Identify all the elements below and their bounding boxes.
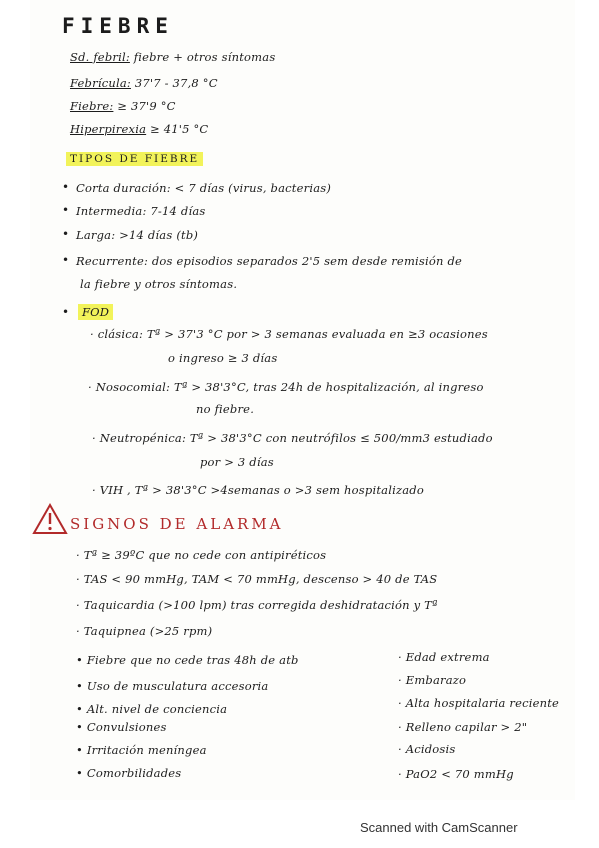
warning-triangle-icon [32, 503, 68, 535]
definition-term: Sd. febril: [70, 50, 130, 64]
alarm-right-text: PaO2 < 70 mmHg [405, 767, 514, 781]
alarm-left-item: • Fiebre que no cede tras 48h de atb [76, 653, 299, 667]
page-title: FIEBRE [62, 14, 174, 38]
alarm-left-item: • Comorbilidades [76, 766, 182, 780]
alarm-item-text: Taquicardia (>100 lpm) tras corregida deshidratación y Tª [83, 598, 438, 612]
alarm-right-text: Relleno capilar > 2" [405, 720, 528, 734]
highlighted-label: FOD [78, 304, 113, 320]
fod-item-continuation: no fiebre. [196, 402, 255, 416]
alarm-left-item: • Irritación meníngea [76, 743, 207, 757]
fod-item: · Nosocomial: Tª > 38'3°C, tras 24h de hospitalización, al ingreso [88, 380, 484, 394]
definition-term: Febrícula: [70, 76, 131, 90]
fod-item-text: Tª > 38'3°C con neutrófilos ≤ 500/mm3 estudiado [189, 431, 493, 445]
alarm-item-text: Tª ≥ 39ºC que no cede con antipiréticos [83, 548, 327, 562]
fod-item-label: Neutropénica: [99, 431, 187, 445]
fod-item-label: Nosocomial: [95, 380, 171, 394]
list-item: Corta duración: < 7 días (virus, bacterias) [76, 181, 332, 195]
alarm-right-item: · PaO2 < 70 mmHg [398, 767, 514, 781]
alarm-left-item: • Uso de musculatura accesoria [76, 679, 269, 693]
definition-text: ≥ 41'5 °C [150, 122, 209, 136]
alarm-left-item: • Alt. nivel de conciencia [76, 702, 228, 716]
alarm-item: · TAS < 90 mmHg, TAM < 70 mmHg, descenso > 40 de TAS [76, 572, 438, 586]
alarm-left-text: Alt. nivel de conciencia [86, 702, 228, 716]
fod-item-continuation: por > 3 días [200, 455, 274, 469]
definition-term: Fiebre: [70, 99, 114, 113]
definition-text: ≥ 37'9 °C [117, 99, 176, 113]
bullet-dot: • [62, 180, 70, 194]
fod-item-text: Tª > 38'3°C, tras 24h de hospitalización, al ingreso [173, 380, 484, 394]
list-item: Larga: >14 días (tb) [76, 228, 199, 242]
alarm-item: · Taquipnea (>25 rpm) [76, 624, 213, 638]
alarm-item-text: Taquipnea (>25 rpm) [83, 624, 213, 638]
alarm-right-text: Acidosis [405, 742, 456, 756]
scanner-watermark: Scanned with CamScanner [360, 820, 518, 835]
fod-label [78, 305, 113, 319]
fod-item: · clásica: Tª > 37'3 °C por > 3 semanas evaluada en ≥3 ocasiones [90, 327, 488, 341]
bullet-dot: • [62, 227, 70, 241]
alarm-left-text: Uso de musculatura accesoria [86, 679, 269, 693]
alarm-item: · Taquicardia (>100 lpm) tras corregida deshidratación y Tª [76, 598, 438, 612]
alarm-left-text: Convulsiones [86, 720, 167, 734]
definition-text: fiebre + otros síntomas [133, 50, 276, 64]
fod-item-label: VIH , [99, 483, 131, 497]
alarm-right-item: · Relleno capilar > 2" [398, 720, 528, 734]
section-heading-tipos [66, 151, 203, 165]
alarm-right-text: Alta hospitalaria reciente [405, 696, 560, 710]
fod-item-text: Tª > 37'3 °C por > 3 semanas evaluada en ≥3 ocasiones [146, 327, 488, 341]
alarm-left-item: • Convulsiones [76, 720, 167, 734]
definition-row [70, 122, 208, 136]
definition-row [70, 76, 218, 90]
alarm-item-text: TAS < 90 mmHg, TAM < 70 mmHg, descenso > 40 de TAS [83, 572, 438, 586]
alarm-right-item: · Embarazo [398, 673, 467, 687]
fod-item-label: clásica: [97, 327, 144, 341]
alarm-item: · Tª ≥ 39ºC que no cede con antipiréticos [76, 548, 327, 562]
alarm-heading: SIGNOS DE ALARMA [70, 515, 284, 533]
highlighted-heading: TIPOS DE FIEBRE [66, 152, 203, 166]
fod-item-continuation: o ingreso ≥ 3 días [168, 351, 278, 365]
bullet-dot: • [62, 305, 70, 319]
list-item: Intermedia: 7-14 días [76, 204, 206, 218]
alarm-right-text: Embarazo [405, 673, 467, 687]
bullet-dot: • [62, 203, 70, 217]
bullet-dot: • [62, 253, 70, 267]
alarm-right-item: · Edad extrema [398, 650, 490, 664]
definition-row [70, 99, 176, 113]
fod-item: · VIH , Tª > 38'3°C >4semanas o >3 sem hospitalizado [92, 483, 424, 497]
definition-text: 37'7 - 37,8 °C [134, 76, 218, 90]
alarm-left-text: Fiebre que no cede tras 48h de atb [86, 653, 299, 667]
alarm-left-text: Irritación meníngea [86, 743, 207, 757]
alarm-right-item: · Alta hospitalaria reciente [398, 696, 560, 710]
definition-row [70, 50, 275, 64]
alarm-right-item: · Acidosis [398, 742, 456, 756]
alarm-right-text: Edad extrema [405, 650, 490, 664]
alarm-left-text: Comorbilidades [86, 766, 182, 780]
definition-term: Hiperpirexia [70, 122, 147, 136]
list-item: Recurrente: dos episodios separados 2'5 sem desde remisión de [76, 254, 463, 268]
fod-item: · Neutropénica: Tª > 38'3°C con neutrófilos ≤ 500/mm3 estudiado [92, 431, 493, 445]
fod-item-text: Tª > 38'3°C >4semanas o >3 sem hospitalizado [134, 483, 424, 497]
list-item-continuation: la fiebre y otros síntomas. [80, 277, 238, 291]
